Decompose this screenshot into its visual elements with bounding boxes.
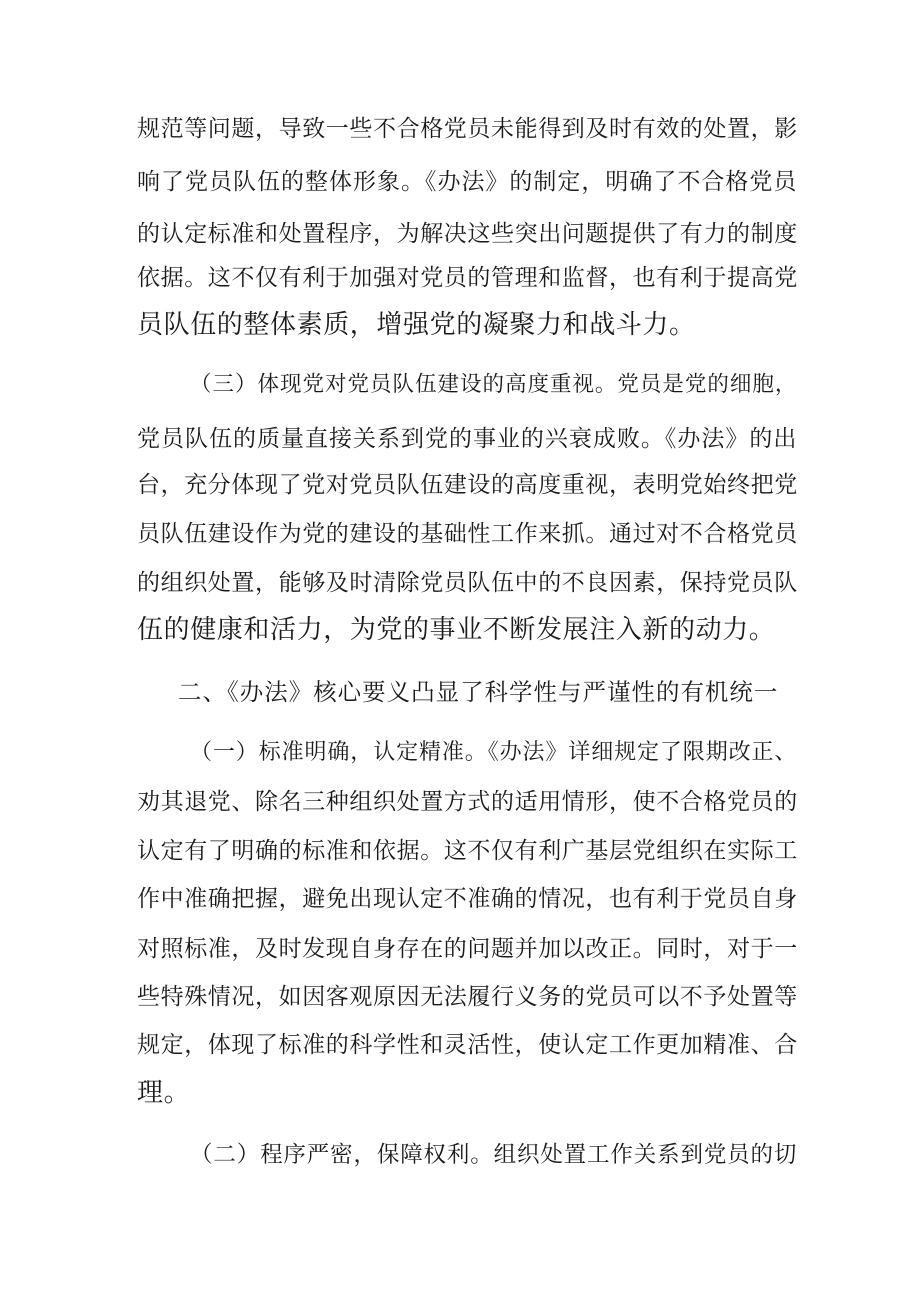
section-heading: 二、《办法》核心要义凸显了科学性与严谨性的有机统一	[178, 678, 778, 706]
text-line: 伍的健康和活力，为党的事业不断发展注入新的动力。	[137, 615, 776, 645]
text-line: （三）体现党对党员队伍建设的高度重视。党员是党的细胞，	[190, 372, 797, 397]
text-line: 些特殊情况，如因客观原因无法履行义务的党员可以不予处置等	[137, 984, 798, 1010]
text-line: （一）标准明确，认定精准。《办法》详细规定了限期改正、	[190, 740, 797, 765]
text-line: 台，充分体现了党对党员队伍建设的高度重视，表明党始终把党	[137, 472, 798, 498]
text-line: 响了党员队伍的整体形象。《办法》的制定，明确了不合格党员	[137, 169, 797, 195]
text-line: 理。	[137, 1078, 191, 1108]
text-line: 的认定标准和处置程序，为解决这些突出问题提供了有力的制度	[137, 221, 798, 247]
text-line: 员队伍建设作为党的建设的基础性工作来抓。通过对不合格党员	[137, 521, 798, 547]
text-line: （二）程序严密，保障权利。组织处置工作关系到党员的切	[190, 1142, 797, 1168]
text-line: 依据。这不仅有利于加强对党员的管理和监督，也有利于提高党	[137, 265, 798, 291]
text-line: 党员队伍的质量直接关系到党的事业的兴衰成败。《办法》的出	[137, 426, 797, 452]
text-line: 规定，体现了标准的科学性和灵活性，使认定工作更加精准、合	[137, 1032, 798, 1058]
text-line: 的组织处置，能够及时清除党员队伍中的不良因素，保持党员队	[137, 570, 798, 596]
text-line: 认定有了明确的标准和依据。这不仅有利广基层党组织在实际工	[137, 838, 798, 864]
text-line: 规范等问题，导致一些不合格党员未能得到及时有效的处置，影	[137, 116, 798, 142]
text-line: 员队伍的整体素质，增强党的凝聚力和战斗力。	[137, 310, 696, 340]
text-line: 劝其退党、除名三种组织处置方式的适用情形，使不合格党员的	[137, 789, 798, 815]
text-line: 作中准确把握，避免出现认定不准确的情况，也有利于党员自身	[137, 886, 798, 912]
text-line: 对照标准，及时发现自身存在的问题并加以改正。同时，对于一	[137, 936, 798, 962]
